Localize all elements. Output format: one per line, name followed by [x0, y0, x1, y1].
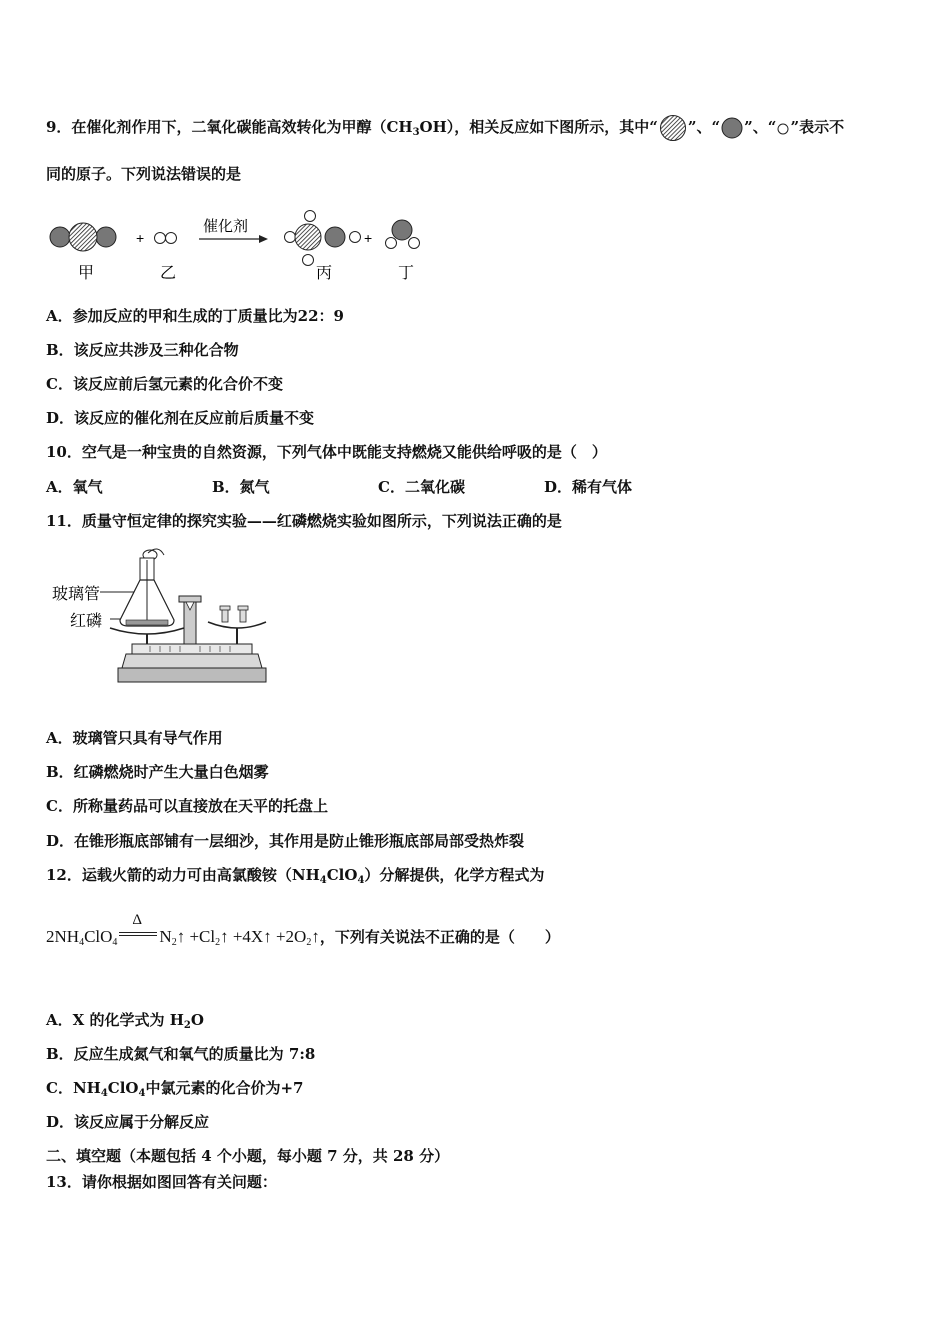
label-ding: 丁 [398, 263, 415, 282]
q9-option-a: A．参加反应的甲和生成的丁质量比为22：9 [46, 307, 344, 325]
q12-option-c: C．$NH_4ClO_4$中氯元素的化合价为+7 [46, 1079, 304, 1099]
q9-stem-line2: 同的原子。下列说法错误的是 [46, 165, 242, 183]
q12-option-a: A．X 的化学式为 $H_2O$ [46, 1011, 204, 1031]
q9-reaction-diagram [46, 204, 426, 286]
q11-stem: 11．质量守恒定律的探究实验——红磷燃烧实验如图所示，下列说法正确的是 [46, 512, 562, 530]
q11-option-d: D．在锥形瓶底部铺有一层细沙，其作用是防止锥形瓶底部局部受热炸裂 [46, 832, 525, 850]
plus-1: + [136, 230, 145, 246]
label-jia: 甲 [78, 263, 95, 282]
plus-2: + [364, 230, 373, 246]
q9-option-d: D．该反应的催化剂在反应前后质量不变 [46, 409, 315, 427]
heat-condition: Δ [119, 928, 157, 942]
molecule-bing [285, 211, 361, 266]
hatched-atom-icon [658, 114, 688, 142]
left-pan [110, 628, 184, 634]
balance-pillar [179, 596, 201, 644]
q10-option-d: D．稀有气体 [544, 478, 633, 496]
right-pan [208, 622, 266, 628]
label-glass-tube: 玻璃管 [52, 584, 101, 603]
balance-body [122, 654, 262, 668]
molecule-ding [386, 220, 420, 249]
q10-options [46, 477, 632, 497]
q9-option-c: C．该反应前后氢元素的化合价不变 [46, 375, 283, 393]
weights [220, 606, 248, 622]
q9-option-b: B．该反应共涉及三种化合物 [46, 341, 239, 359]
label-yi: 乙 [160, 263, 177, 282]
q13-stem: 13．请你根据如图回答有关问题： [46, 1173, 277, 1191]
q12-stem: 12．运载火箭的动力可由高氯酸铵$(NH_4ClO_4)$分解提供，化学方程式为 [46, 866, 545, 886]
q11-option-c: C．所称量药品可以直接放在天平的托盘上 [46, 797, 328, 815]
label-red-phosphorus: 红磷 [70, 611, 103, 630]
q12-option-b: B．反应生成氮气和氧气的质量比为 7:8 [46, 1045, 316, 1063]
q10-option-b: B．氮气 [212, 478, 270, 496]
q10-stem: 10．空气是一种宝贵的自然资源，下列气体中既能支持燃烧又能供给呼吸的是（ ） [46, 443, 607, 461]
q9-stem-line1: 9．在催化剂作用下，二氧化碳能高效转化为甲醇$(CH_3OH)$，相关反应如下图所示，其中“ ”、“ ”、“ ”表示不 [46, 114, 844, 143]
section-2-heading: 二、填空题（本题包括 4 个小题，每小题 7 分，共 28 分） [46, 1147, 450, 1165]
q10-option-c: C．二氧化碳 [378, 478, 465, 496]
catalyst-label: 催化剂 [203, 217, 249, 235]
white-atom-icon [776, 122, 790, 136]
q11-option-a: A．玻璃管只具有导气作用 [46, 729, 223, 747]
label-bing: 丙 [316, 263, 333, 282]
q11-option-b: B．红磷燃烧时产生大量白色烟雾 [46, 763, 269, 781]
reaction-arrowhead [259, 235, 268, 243]
q12-option-d: D．该反应属于分解反应 [46, 1113, 210, 1131]
q11-balance-diagram [50, 546, 270, 688]
balance-base [118, 668, 266, 682]
q10-option-a: A．氧气 [46, 478, 103, 496]
gray-atom-icon [720, 116, 744, 140]
q12-equation: $2NH_4ClO_4$ Δ $N_2↑$ $+Cl_2↑$ +4X↑ $+2O_2↑$，下列有关说法不正确的是（ ） [46, 912, 560, 948]
molecule-jia [50, 223, 116, 251]
molecule-yi [155, 233, 177, 244]
